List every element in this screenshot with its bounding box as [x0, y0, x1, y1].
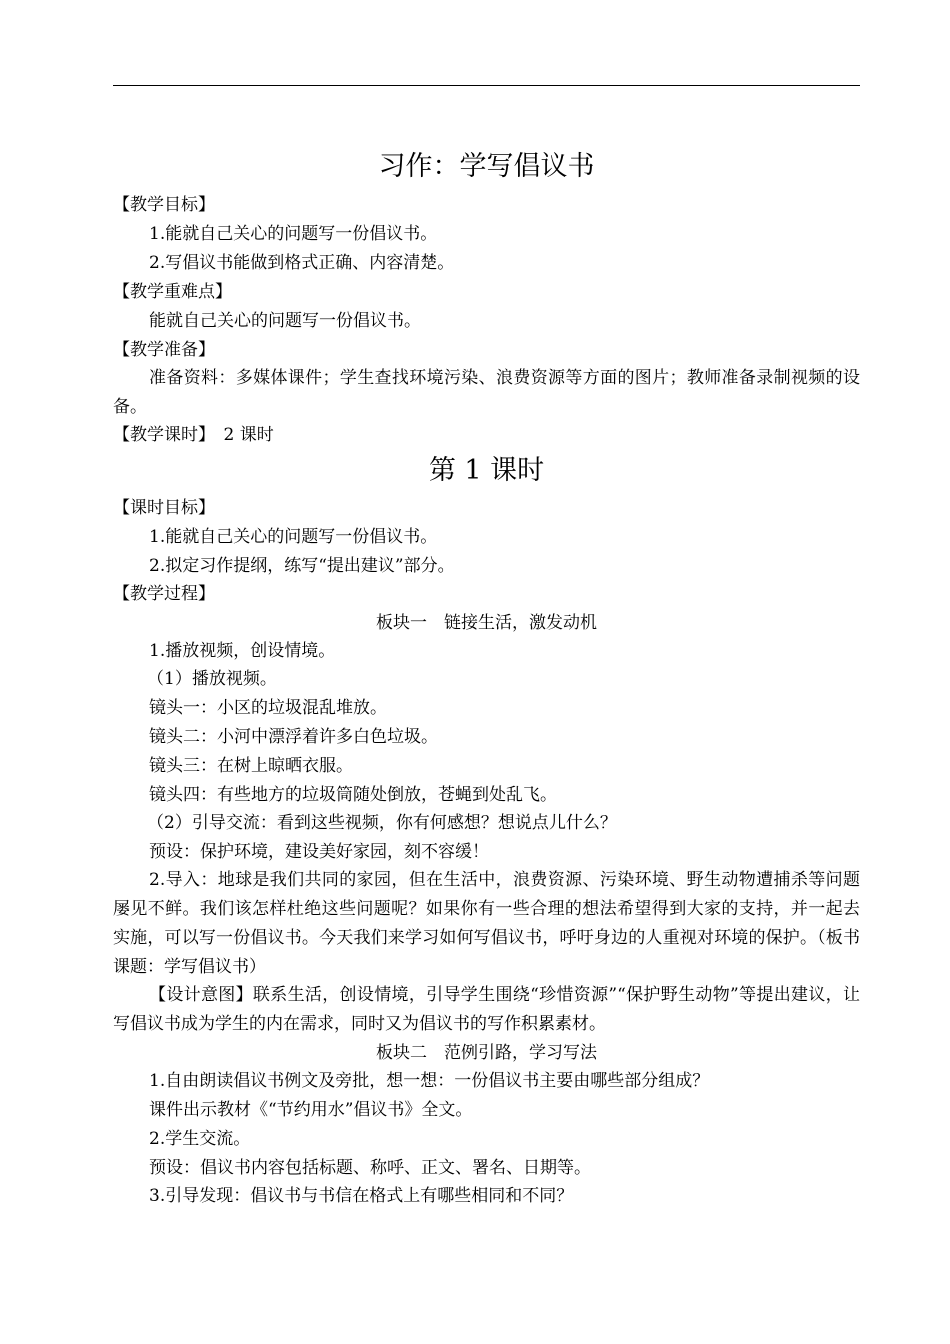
lesson-goal-item-1: 1.能就自己关心的问题写一份倡议书。 [149, 527, 438, 547]
header-rule [113, 85, 860, 86]
process-substep-1: （1）播放视频。 [147, 669, 277, 689]
lesson-goal-item-2: 2.拟定习作提纲，练写“提出建议”部分。 [149, 556, 455, 576]
section-heading-preparation: 【教学准备】 [113, 340, 215, 360]
introduction-paragraph: 2.导入：地球是我们共同的家园，但在生活中，浪费资源、污染环境、野生动物遭捕杀等问题屡见不鲜。我们该怎样杜绝这些问题呢？如果你有一些合理的想法希望得到大家的支持，并一起去实施，可以写一份倡议书。今天我们来学习如何写倡议书，呼吁身边的人重视对环境的保护。（板书课题：学写倡议书） [113, 870, 860, 977]
preset-answer-2: 预设：倡议书内容包括标题、称呼、正文、署名、日期等。 [149, 1158, 591, 1178]
section-heading-lesson-goals: 【课时目标】 [113, 498, 215, 518]
section-heading-key-points: 【教学重难点】 [113, 282, 232, 302]
preparation-text: 准备资料：多媒体课件；学生查找环境污染、浪费资源等方面的图片；教师准备录制视频的设备。 [113, 368, 860, 417]
section-heading-teaching-goals: 【教学目标】 [113, 195, 215, 215]
block2-courseware-note: 课件出示教材《“节约用水”倡议书》全文。 [149, 1100, 473, 1120]
block2-step-2: 2.学生交流。 [149, 1129, 251, 1149]
preset-answer-1: 预设：保护环境，建设美好家园，刻不容缓！ [149, 842, 489, 862]
scene-2: 镜头二：小河中漂浮着许多白色垃圾。 [149, 727, 438, 747]
lesson-title: 第 1 课时 [428, 455, 545, 486]
block2-step-3: 3.引导发现：倡议书与书信在格式上有哪些相同和不同？ [149, 1186, 574, 1206]
section-heading-process: 【教学过程】 [113, 584, 215, 604]
section-heading-class-hours: 【教学课时】 2 课时 [113, 425, 274, 445]
scene-4: 镜头四：有些地方的垃圾筒随处倒放，苍蝇到处乱飞。 [149, 785, 557, 805]
key-point-text: 能就自己关心的问题写一份倡议书。 [149, 311, 421, 331]
block-heading-1: 板块一 链接生活，激发动机 [376, 613, 597, 633]
block-heading-2: 板块二 范例引路，学习写法 [376, 1043, 597, 1063]
process-step-1: 1.播放视频，创设情境。 [149, 641, 336, 661]
block2-step-1: 1.自由朗读倡议书例文及旁批，想一想：一份倡议书主要由哪些部分组成？ [149, 1071, 710, 1091]
goal-item-2: 2.写倡议书能做到格式正确、内容清楚。 [149, 253, 455, 273]
document-title: 习作：学写倡议书 [378, 151, 595, 182]
scene-1: 镜头一：小区的垃圾混乱堆放。 [149, 698, 387, 718]
design-intent-paragraph: 【设计意图】联系生活，创设情境，引导学生围绕“珍惜资源”“保护野生动物”等提出建议，让写倡议书成为学生的内在需求，同时又为倡议书的写作积累素材。 [113, 985, 860, 1034]
process-substep-2: （2）引导交流：看到这些视频，你有何感想？想说点儿什么？ [147, 813, 617, 833]
goal-item-1: 1.能就自己关心的问题写一份倡议书。 [149, 224, 438, 244]
scene-3: 镜头三：在树上晾晒衣服。 [149, 756, 353, 776]
